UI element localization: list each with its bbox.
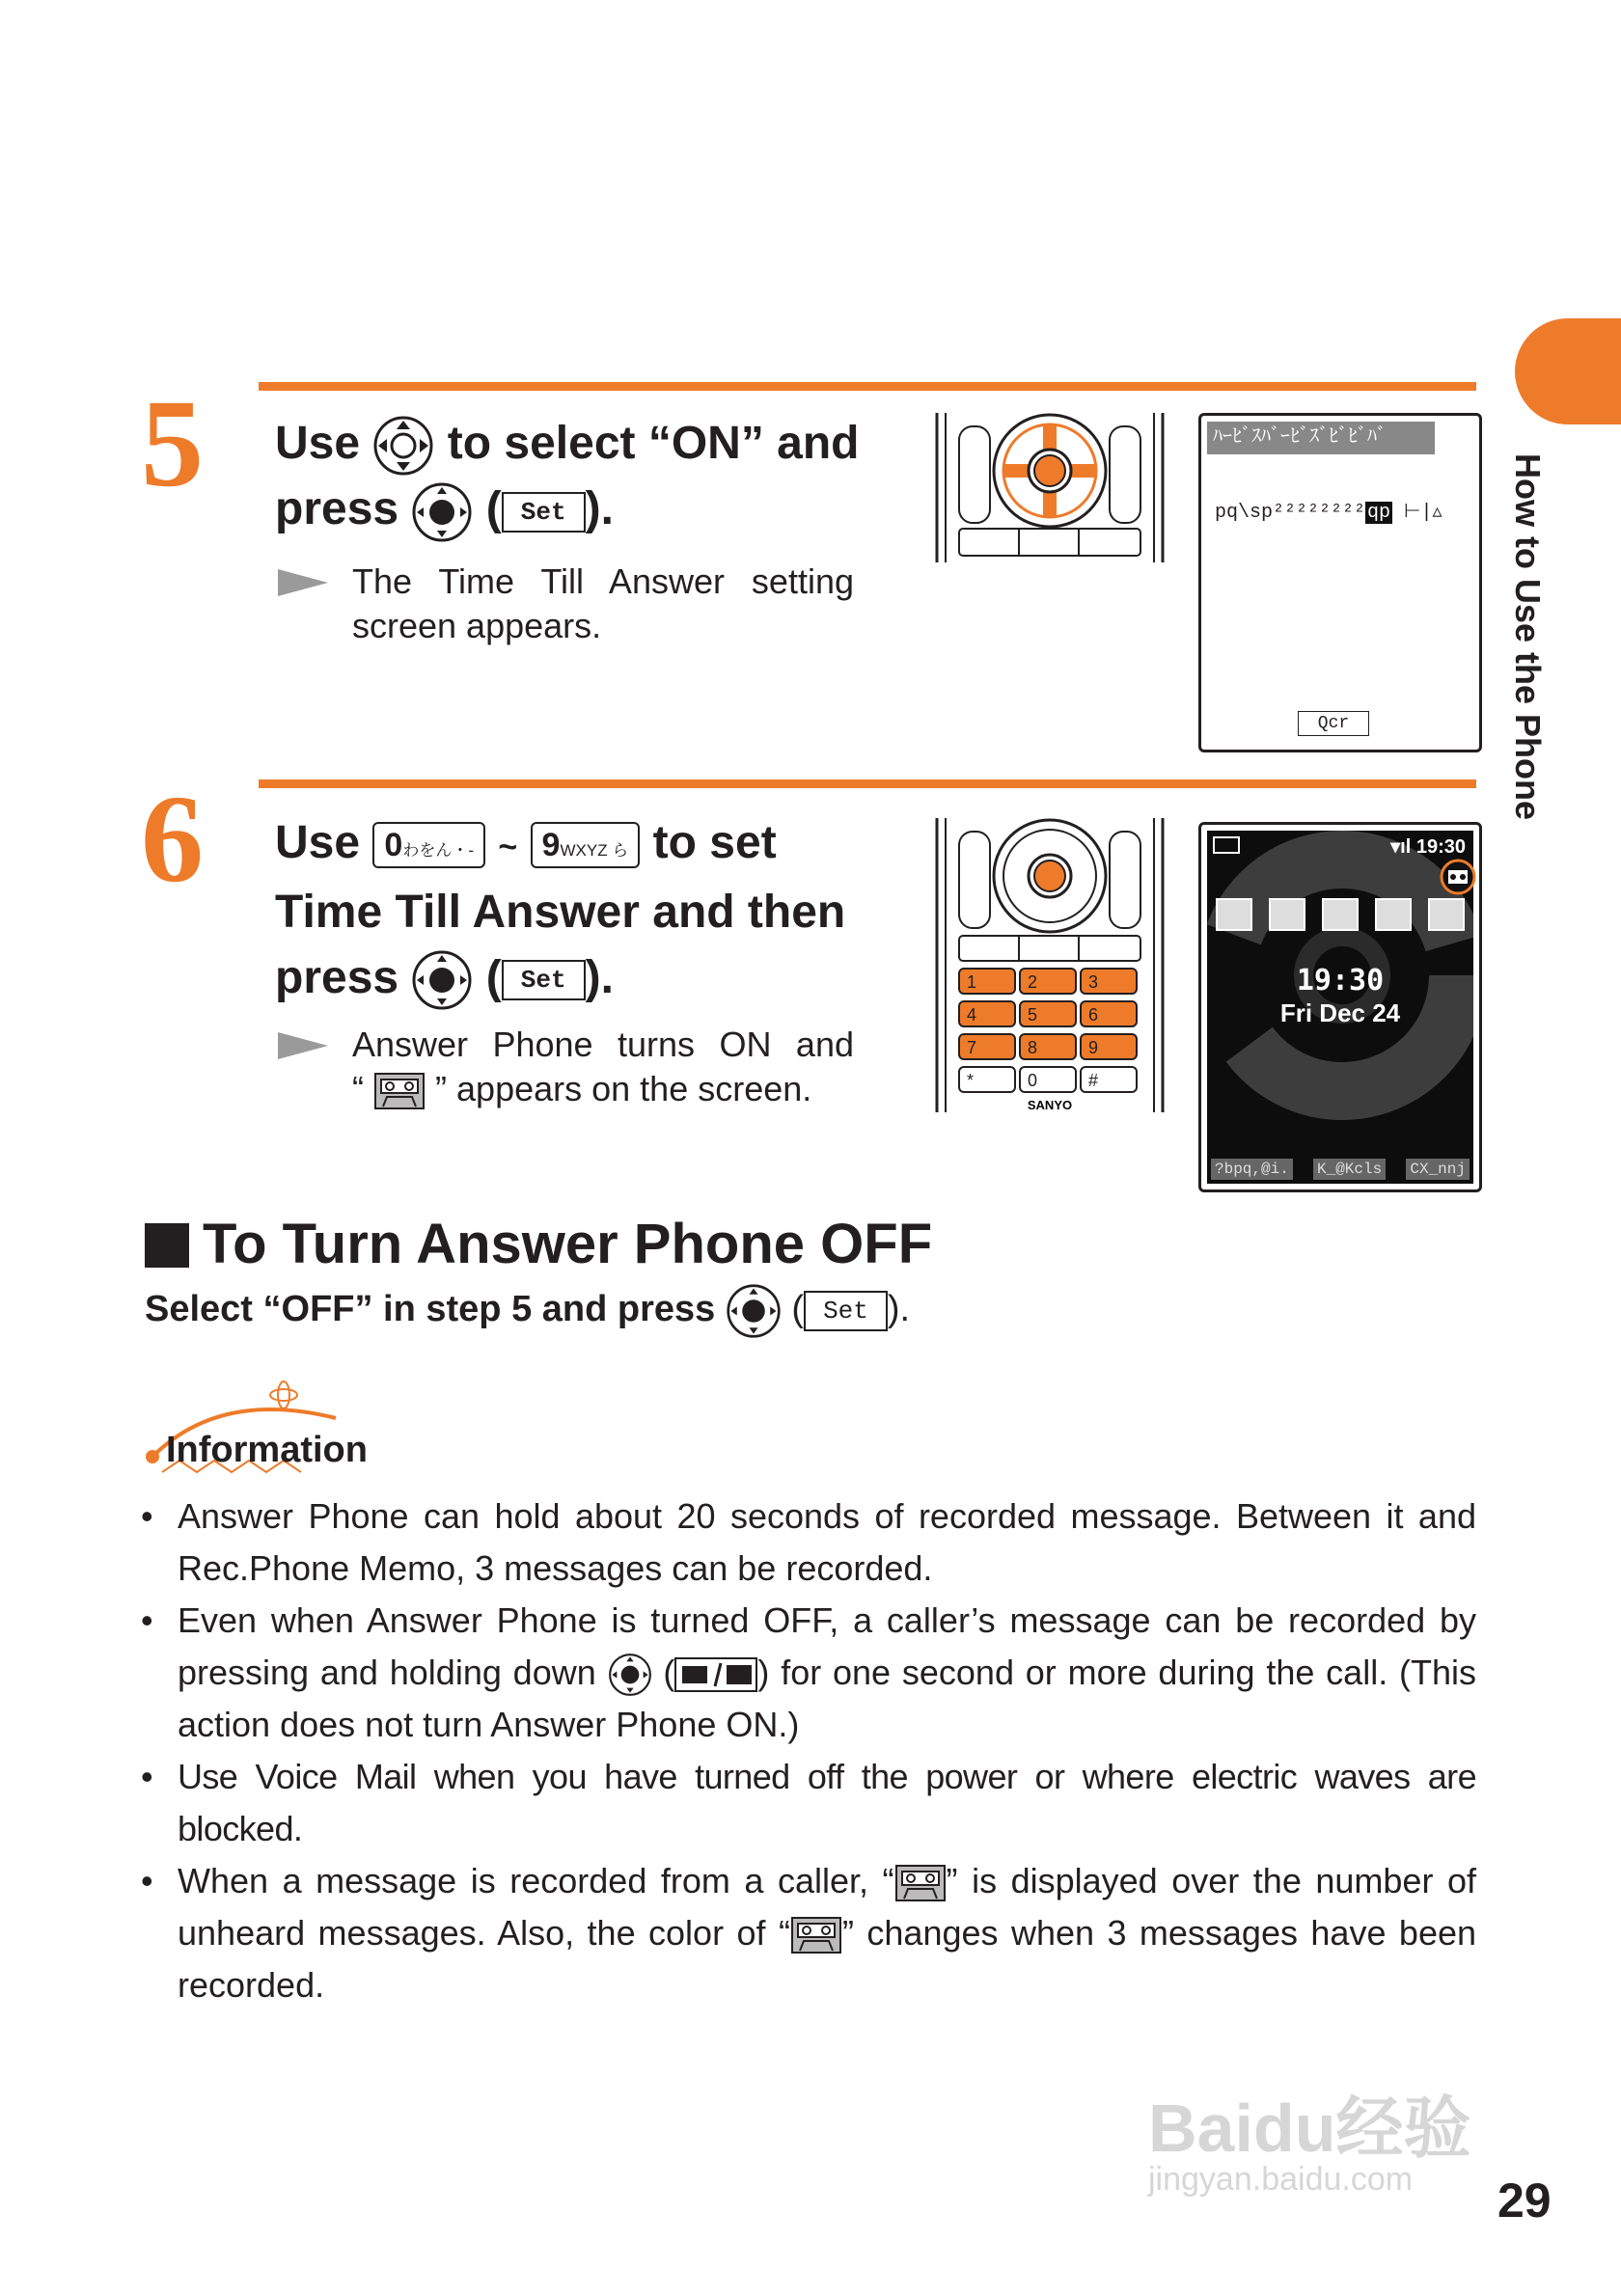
text: press (275, 483, 399, 535)
center-key-icon (726, 1283, 782, 1339)
text: for one second or more during the call. (This action does not turn Answer Phone ON.) (178, 1653, 1477, 1744)
softkey-right: CX_nnj (1406, 1159, 1470, 1180)
step-6-result (352, 1023, 854, 1111)
set-key: Set (502, 492, 586, 533)
text: ( (791, 1289, 805, 1330)
keypad-key-label: 6 (1088, 1005, 1099, 1025)
text: press (275, 952, 399, 1003)
page-number: 29 (1497, 2173, 1552, 2228)
keypad-key-label: # (1088, 1071, 1099, 1090)
information-list (141, 1490, 1476, 2011)
list-item: • Answer Phone can hold about 20 seconds of recorded message. Between it and Rec.Phone Memo, 3 messages can be recorded. (141, 1490, 1476, 1595)
standby-date: Fri Dec 24 (1279, 998, 1401, 1027)
text: ). (887, 1289, 911, 1330)
keypad-key-label: * (967, 1071, 975, 1090)
keypad-key-label: 2 (1028, 972, 1038, 992)
text: 19:30 (1415, 836, 1466, 858)
text: “ (352, 1069, 364, 1108)
center-key-icon (411, 949, 473, 1011)
softkey-bar (1207, 1159, 1473, 1180)
side-tab (1515, 318, 1621, 424)
softkey-center: K_@Kcls (1313, 1159, 1386, 1180)
text: ” changes when 3 messages have been recorded. (178, 1913, 1477, 2005)
text: ~ (498, 829, 518, 865)
watermark-url: jingyan.baidu.com (1148, 2161, 1414, 2198)
key-9 (531, 822, 641, 868)
phone-screen-standby (1198, 822, 1482, 1192)
text: Even when Answer Phone is turned OFF, a caller’s message can be recorded by pressing and holding down (178, 1600, 1476, 1692)
information-title: Information (166, 1430, 368, 1470)
text: Use (275, 817, 361, 868)
section-title: To Turn Answer Phone OFF (203, 1213, 933, 1275)
text: pq\sp²²²²²²²² (1215, 502, 1366, 524)
text: Time Till Answer and then (275, 887, 846, 938)
center-key-icon (411, 481, 473, 543)
keypad-key-label: 5 (1028, 1005, 1038, 1025)
keypad-key-label: 8 (1028, 1038, 1038, 1057)
text: ” is displayed over the number of unheard messages. Also, the color of “ (178, 1861, 1476, 1953)
calendar-icon (1322, 898, 1359, 931)
text: Answer Phone turns ON and (352, 1025, 854, 1064)
list-item: • Even when Answer Phone is turned OFF, a caller’s message can be recorded by pressing and holding down ( ) for one second or more during the call. (This action does not turn Answer Phone ON.) (141, 1595, 1476, 1751)
list-item (141, 1855, 1476, 2011)
keypad-key-label: 3 (1088, 972, 1099, 992)
text: to set (652, 817, 777, 868)
result-arrow-icon (278, 1032, 328, 1059)
text: 9 (541, 827, 561, 864)
music-icon (1428, 898, 1465, 931)
keypad-key-label: 7 (967, 1038, 977, 1057)
text: わをん・- (402, 841, 474, 861)
brand-label: SANYO (1027, 1098, 1073, 1112)
answer-phone-icon (373, 1072, 426, 1110)
side-tab-label: How to Use the Phone (1508, 453, 1548, 821)
step-6-number: 6 (141, 770, 204, 909)
channel-icon (1269, 898, 1305, 931)
step-5-number: 5 (141, 374, 204, 513)
text: When a message is recorded from a caller, “ (178, 1861, 894, 1900)
watermark-logo: Baidu经验 (1148, 2091, 1471, 2166)
keypad-key-label: 9 (1088, 1038, 1099, 1057)
keypad-key-label: 0 (1028, 1071, 1038, 1090)
mail-icon (1216, 898, 1252, 931)
text: to select “ON” and (447, 418, 860, 469)
text: Select “OFF” in step 5 and press (145, 1289, 716, 1330)
step-6-rule (259, 779, 1476, 788)
section-instruction (145, 1283, 910, 1339)
center-key-icon (608, 1653, 652, 1697)
step-5-rule (259, 382, 1476, 391)
text: ” appears on the screen. (435, 1069, 812, 1108)
list-item: • Use Voice Mail when you have turned off the power or where electric waves are blocked. (141, 1751, 1476, 1855)
keypad-key-label: 1 (967, 972, 977, 992)
phone-keypad-illustration (934, 413, 1166, 567)
phone-full-keypad-illustration (934, 818, 1166, 1117)
shortcut-icons (1207, 898, 1473, 931)
key-0 (372, 822, 485, 868)
step-6-instruction: Use 0わをん・- ~ 9WXYZ ら to set Time Till Answer and then press ( Set ). (275, 810, 873, 1011)
section-marker (145, 1223, 189, 1268)
phone-screen-time-till-answer (1198, 413, 1482, 752)
screen-setting-row: pq\sp²²²²²²²² qp ⊢|▵ (1215, 502, 1442, 524)
ezweb-icon (1375, 898, 1412, 931)
standby-display (1207, 831, 1473, 1184)
answer-phone-icon (790, 1916, 842, 1954)
standby-time: 19:30 (1296, 964, 1385, 998)
phone-record-key-icon (674, 1657, 757, 1692)
answer-phone-icon (894, 1864, 947, 1902)
softkey-left: ?bpq,@i. (1211, 1159, 1293, 1180)
step-5-instruction: Use to select “ON” and press ( Set ). (275, 411, 873, 543)
keypad-key-label: 4 (967, 1005, 977, 1025)
navigation-key-icon (372, 415, 434, 477)
answer-phone-indicator-icon (1439, 858, 1477, 896)
screen-softkey: Qcr (1298, 711, 1369, 736)
text: 0 (384, 827, 403, 864)
status-clock: ▾ıl 19:30 (1390, 836, 1466, 858)
screen-title-bar: ﾊｰﾋﾞｽﾊﾞｰﾋﾞｽﾞﾋﾞﾋﾞﾊﾞ (1207, 422, 1435, 454)
set-key: Set (502, 960, 586, 1000)
text: Use (275, 418, 361, 469)
text: WXYZ ら (560, 841, 629, 861)
result-arrow-icon (278, 569, 328, 596)
battery-icon (1213, 836, 1240, 854)
selected-value: qp (1367, 502, 1391, 524)
set-key: Set (804, 1291, 888, 1331)
step-5-result: The Time Till Answer setting screen appears. (352, 561, 854, 645)
